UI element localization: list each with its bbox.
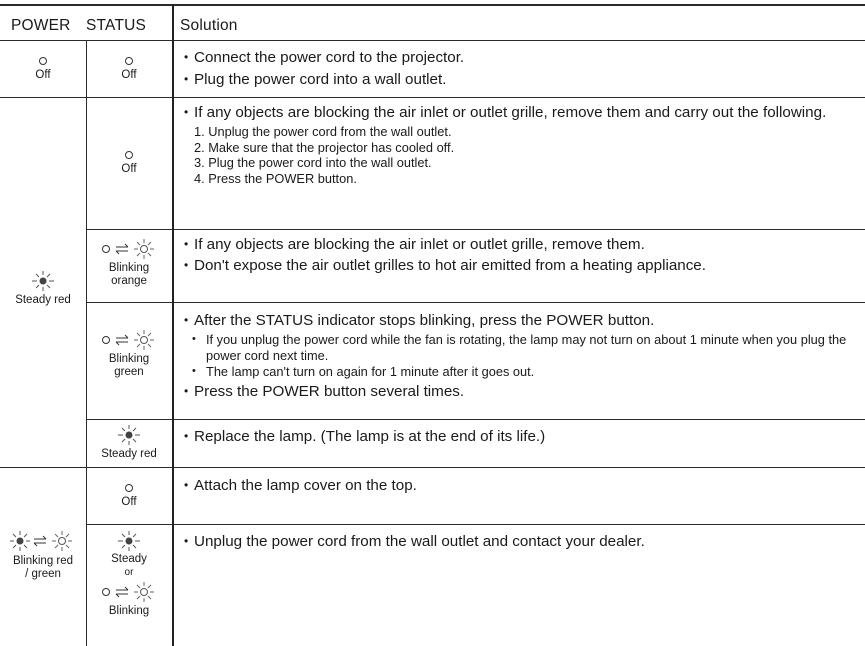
solution-cell <box>184 428 854 446</box>
indicator-off-icon <box>124 483 134 493</box>
blink-arrows-icon <box>8 530 78 552</box>
step-item: 3. Plug the power cord into the wall outlet. <box>194 155 432 170</box>
status-label: orange <box>111 275 147 287</box>
sub-item: • If you unplug the power cord while the fan is rotating, the lamp may not turn on about 1 minute when you plug the power cord next time. <box>184 332 854 363</box>
solution-item: • Press the POWER button several times. <box>184 383 854 401</box>
power-indicator-blinking-red-green <box>0 530 86 581</box>
status-or-label: or <box>124 567 134 578</box>
indicator-lit-icon <box>115 530 143 552</box>
status-indicator-off <box>86 150 172 176</box>
solution-cell <box>184 477 854 495</box>
row-divider <box>0 467 865 468</box>
solution-item: • Don't expose the air outlet grilles to hot air emitted from a heating appliance. <box>184 257 854 275</box>
status-label: green <box>114 366 144 378</box>
solution-item: • If any objects are blocking the air inlet or outlet grille, remove them and carry out the following. <box>184 104 854 122</box>
solution-item: • Unplug the power cord from the wall outlet and contact your dealer. <box>184 533 854 551</box>
status-label: Steady <box>111 553 147 565</box>
table-header <box>11 17 238 35</box>
row-divider <box>86 419 865 420</box>
table-top-border <box>0 4 865 6</box>
solution-cell <box>184 236 854 275</box>
power-label: Blinking red <box>12 555 74 567</box>
solution-item: • Attach the lamp cover on the top. <box>184 477 854 495</box>
status-indicator-steady-or-blinking <box>86 530 172 618</box>
indicator-off-icon <box>124 150 134 160</box>
column-divider <box>172 4 174 646</box>
power-label: / green <box>25 568 61 580</box>
header-bottom-border <box>0 40 865 41</box>
status-indicator-steady-red <box>86 424 172 461</box>
indicator-lit-icon <box>115 424 143 446</box>
solution-cell <box>184 104 854 186</box>
header-power: POWER <box>11 17 71 34</box>
solution-item: • Connect the power cord to the projector. <box>184 49 854 67</box>
step-item: 4. Press the POWER button. <box>194 170 357 186</box>
status-label: Blinking <box>108 605 150 617</box>
indicator-lit-icon <box>29 270 57 292</box>
row-divider <box>86 229 865 230</box>
status-indicator-off <box>86 483 172 509</box>
row-divider <box>86 524 865 525</box>
power-indicator-off <box>0 56 86 82</box>
status-label: Blinking <box>108 353 150 365</box>
blink-arrows-icon <box>98 581 160 603</box>
header-status: STATUS <box>86 17 147 34</box>
header-solution: Solution <box>180 17 238 34</box>
solution-cell <box>184 312 854 401</box>
status-label: Blinking <box>108 262 150 274</box>
indicator-off-icon <box>38 56 48 66</box>
status-label: Off <box>121 163 137 175</box>
solution-item: • After the STATUS indicator stops blinking, press the POWER button. <box>184 312 854 330</box>
power-label: Off <box>35 69 51 81</box>
status-indicator-off <box>86 56 172 82</box>
solution-item: • If any objects are blocking the air inlet or outlet grille, remove them. <box>184 236 854 254</box>
power-label: Steady red <box>15 294 71 306</box>
row-divider <box>0 97 865 98</box>
solution-cell <box>184 49 854 89</box>
status-label: Steady red <box>101 448 157 460</box>
blink-arrows-icon <box>98 329 160 351</box>
step-item: 2. Make sure that the projector has cooled off. <box>194 139 455 155</box>
solution-item: • Replace the lamp. (The lamp is at the end of its life.) <box>184 428 854 446</box>
blink-arrows-icon <box>98 238 160 260</box>
sub-item: • The lamp can't turn on again for 1 minute after it goes out. <box>184 364 854 380</box>
row-divider <box>86 302 865 303</box>
indicator-off-icon <box>124 56 134 66</box>
solution-cell <box>184 533 854 551</box>
power-indicator-steady-red <box>0 270 86 307</box>
status-label: Off <box>121 69 137 81</box>
status-label: Off <box>121 496 137 508</box>
step-item: 1. Unplug the power cord from the wall outlet. <box>194 124 452 139</box>
status-indicator-blinking-green <box>86 329 172 379</box>
solution-item: • Plug the power cord into a wall outlet. <box>184 71 854 89</box>
status-indicator-blinking-orange <box>86 238 172 288</box>
